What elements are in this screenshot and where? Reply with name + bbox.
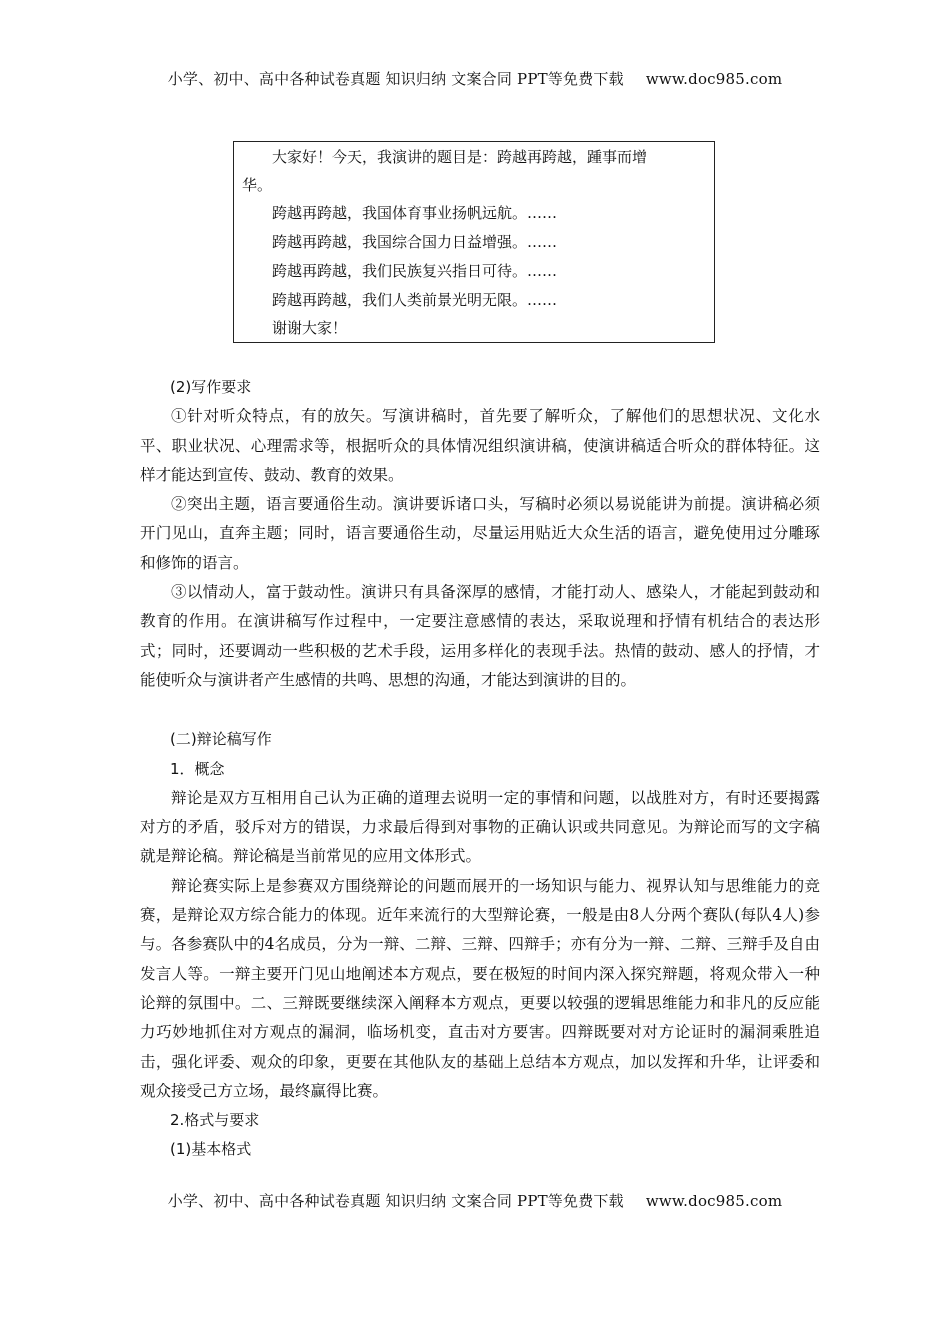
main-content <box>140 373 820 1165</box>
paragraph: ③以情动人，富于鼓动性。演讲只有具备深厚的感情，才能打动人、感染人，才能起到鼓动和教育的作用。在演讲稿写作过程中，一定要注意感情的表达，采取说理和抒情有机结合的表达形式；同时，还要调动一些积极的艺术手段，运用多样化的表现手法。热情的鼓动、感人的抒情，才能使听众与演讲者产生感情的共鸣、思想的沟通，才能达到演讲的目的。 <box>140 583 820 689</box>
header-text: 小学、初中、高中各种试卷真题 知识归纳 文案合同 PPT等免费下载 <box>167 70 624 88</box>
box-line: 跨越再跨越，我国综合国力日益增强。…… <box>242 233 558 251</box>
box-line: 谢谢大家！ <box>242 319 348 337</box>
page-footer <box>0 1190 950 1211</box>
section-heading: (二)辩论稿写作 <box>170 730 272 749</box>
box-line: 跨越再跨越，我国体育事业扬帆远航。…… <box>242 204 558 222</box>
speech-sample-box <box>233 141 715 343</box>
paragraph: 辩论赛实际上是参赛双方围绕辩论的问题而展开的一场知识与能力、视界认知与思维能力的竞赛，是辩论双方综合能力的体现。近年来流行的大型辩论赛，一般是由8人分两个赛队(每队4人)参与。各参赛队中的4名成员，分为一辩、二辩、三辩、四辩手；亦有分为一辩、二辩、三辩手及自由发言人等。一辩主要开门见山地阐述本方观点，要在极短的时间内深入探究辩题，将观众带入一种论辩的氛围中。二、三辩既要继续深入阐释本方观点，更要以较强的逻辑思维能力和非凡的反应能力巧妙地抓住对方观点的漏洞，临场机变，直击对方要害。四辩既要对对方论证时的漏洞乘胜追击，强化评委、观众的印象，更要在其他队友的基础上总结本方观点，加以发挥和升华，让评委和观众接受己方立场，最终赢得比赛。 <box>140 876 820 1100</box>
footer-url[interactable]: www.doc985.com <box>645 1192 783 1210</box>
box-line: 华。 <box>242 176 273 194</box>
box-line: 大家好！今天，我演讲的题目是：跨越再跨越，踵事而增 <box>242 148 648 166</box>
box-line: 跨越再跨越，我们人类前景光明无限。…… <box>242 291 558 309</box>
box-line: 跨越再跨越，我们民族复兴指日可待。…… <box>242 262 558 280</box>
page-header <box>0 68 950 89</box>
subsection-heading: 2.格式与要求 <box>170 1111 260 1130</box>
subsection-heading: (1)基本格式 <box>170 1140 252 1159</box>
header-url[interactable]: www.doc985.com <box>645 70 783 88</box>
paragraph: ①针对听众特点，有的放矢。写演讲稿时，首先要了解听众，了解他们的思想状况、文化水平、职业状况、心理需求等，根据听众的具体情况组织演讲稿，使演讲稿适合听众的群体特征。这样才能达到宣传、鼓动、教育的效果。 <box>140 407 820 484</box>
paragraph: 辩论是双方互相用自己认为正确的道理去说明一定的事情和问题，以战胜对方，有时还要揭露对方的矛盾，驳斥对方的错误，力求最后得到对事物的正确认识或共同意见。为辩论而写的文字稿就是辩论稿。辩论稿是当前常见的应用文体形式。 <box>140 788 820 866</box>
footer-text: 小学、初中、高中各种试卷真题 知识归纳 文案合同 PPT等免费下载 <box>167 1192 624 1210</box>
section-heading: (2)写作要求 <box>170 378 252 396</box>
paragraph: ②突出主题，语言要通俗生动。演讲要诉诸口头，写稿时必须以易说能讲为前提。演讲稿必须开门见山，直奔主题；同时，语言要通俗生动，尽量运用贴近大众生活的语言，避免使用过分雕琢和修饰的语言。 <box>140 495 820 572</box>
subsection-heading: 1．概念 <box>170 759 225 778</box>
